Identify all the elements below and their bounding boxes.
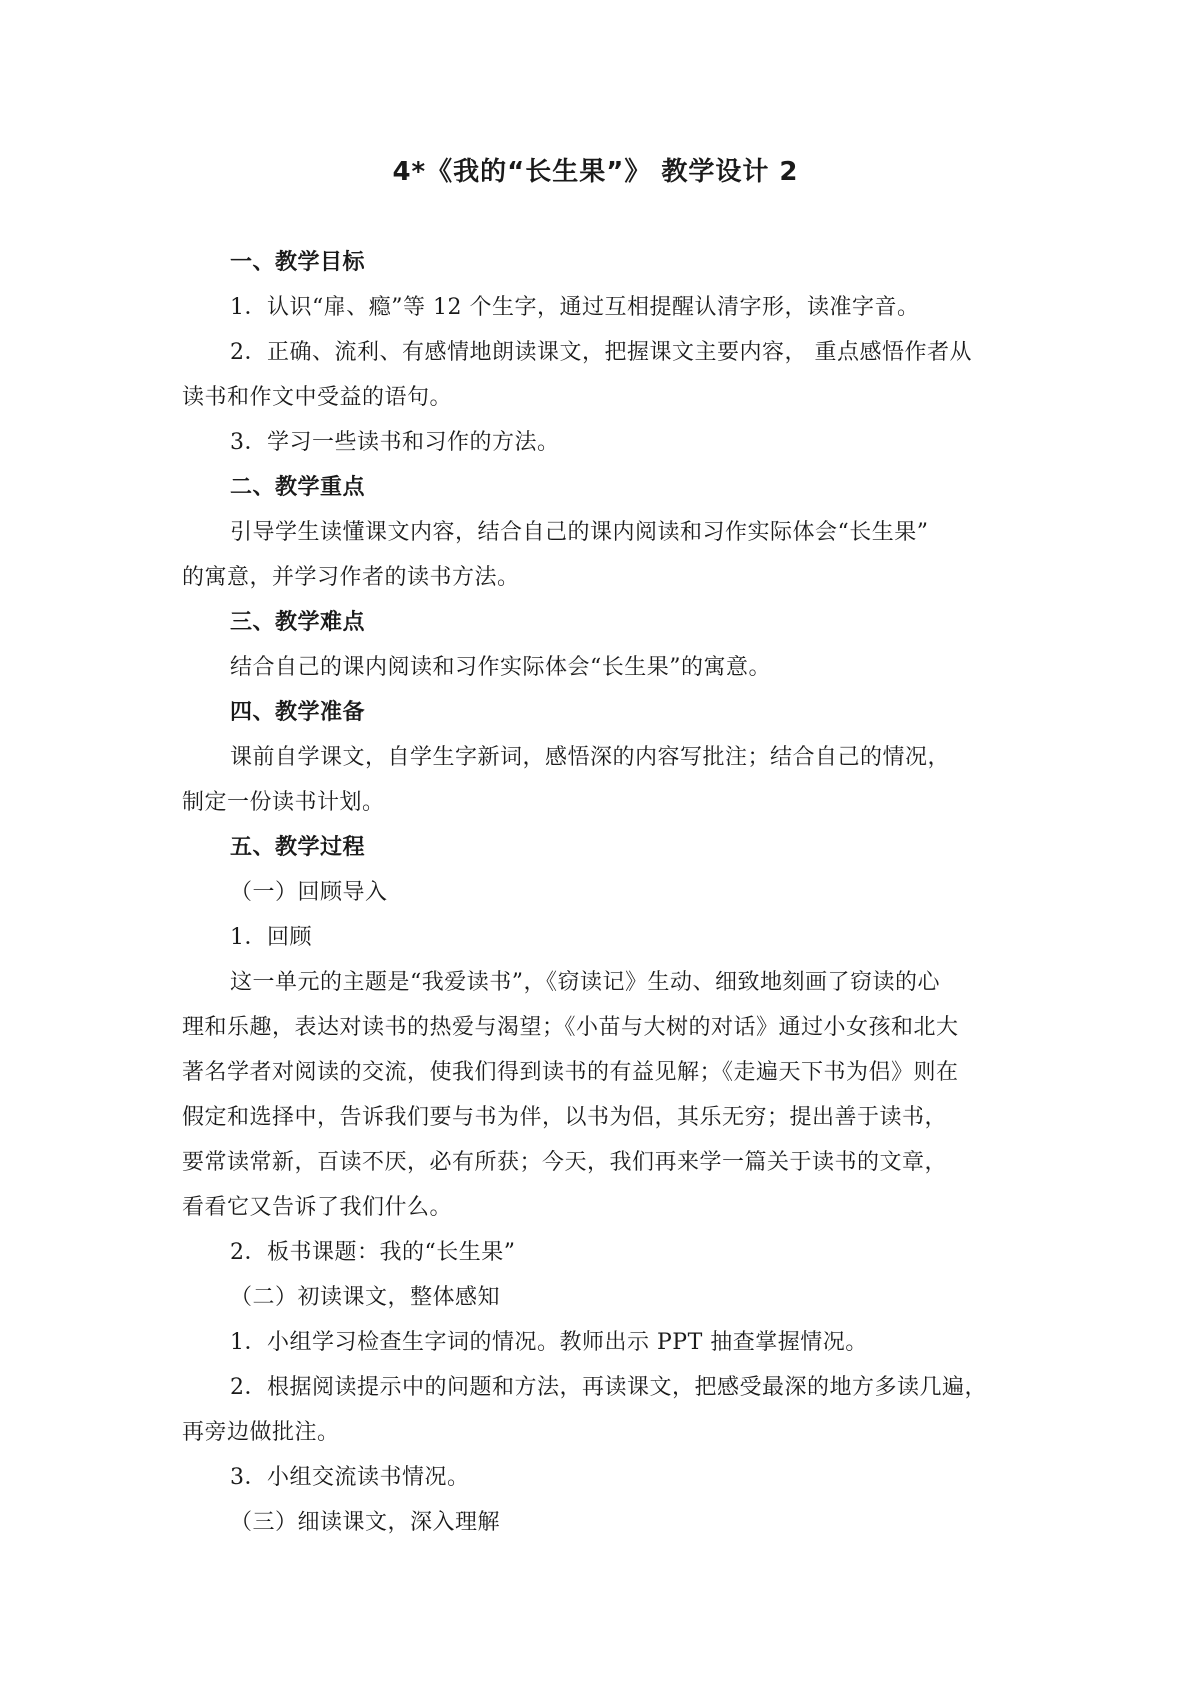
section-heading-process: 五、教学过程 [230, 835, 366, 860]
document-title: 4*《我的“长生果”》 教学设计 2 [392, 157, 799, 187]
process-part-1-step-1: 1．回顾 [230, 925, 312, 950]
process-part-1-title: （一）回顾导入 [230, 880, 388, 905]
process-part-1-paragraph-line: 看看它又告诉了我们什么。 [182, 1195, 453, 1220]
goal-item-2-line-2: 读书和作文中受益的语句。 [182, 385, 453, 410]
section-heading-difficulties: 三、教学难点 [230, 610, 366, 635]
process-part-3-title: （三）细读课文，深入理解 [230, 1510, 501, 1535]
process-part-2-step-2-line-1: 2．根据阅读提示中的问题和方法，再读课文，把感受最深的地方多读几遍， [230, 1375, 987, 1400]
section-heading-key-points: 二、教学重点 [230, 475, 366, 500]
key-points-line-2: 的寓意，并学习作者的读书方法。 [182, 565, 520, 590]
process-part-1-paragraph-line: 理和乐趣，表达对读书的热爱与渴望；《小苗与大树的对话》通过小女孩和北大 [182, 1015, 959, 1040]
difficulties-line-1: 结合自己的课内阅读和习作实际体会“长生果”的寓意。 [230, 655, 771, 680]
preparation-line-2: 制定一份读书计划。 [182, 790, 385, 815]
section-heading-goals: 一、教学目标 [230, 250, 366, 275]
process-part-1-paragraph-line: 假定和选择中，告诉我们要与书为伴，以书为侣，其乐无穷；提出善于读书， [182, 1105, 948, 1130]
goal-item-3: 3．学习一些读书和习作的方法。 [230, 430, 560, 455]
preparation-line-1: 课前自学课文，自学生字新词，感悟深的内容写批注；结合自己的情况， [230, 745, 951, 770]
process-part-2-step-1: 1．小组学习检查生字词的情况。教师出示 PPT 抽查掌握情况。 [230, 1330, 868, 1355]
process-part-1-paragraph-line: 著名学者对阅读的交流，使我们得到读书的有益见解；《走遍天下书为侣》则在 [182, 1060, 959, 1085]
process-part-2-title: （二）初读课文，整体感知 [230, 1285, 501, 1310]
document-body [182, 240, 1012, 1545]
process-part-1-paragraph-line: 要常读常新，百读不厌，必有所获；今天，我们再来学一篇关于读书的文章， [182, 1150, 948, 1175]
goal-item-2-line-1: 2．正确、流利、有感情地朗读课文，把握课文主要内容， 重点感悟作者从 [230, 340, 972, 365]
section-heading-preparation: 四、教学准备 [230, 700, 366, 725]
process-part-1-paragraph-line: 这一单元的主题是“我爱读书”，《窃读记》生动、细致地刻画了窃读的心 [230, 970, 940, 995]
goal-item-1: 1．认识“扉、瘾”等 12 个生字，通过互相提醒认清字形，读准字音。 [230, 295, 920, 320]
process-part-2-step-3: 3．小组交流读书情况。 [230, 1465, 470, 1490]
process-part-2-step-2-line-2: 再旁边做批注。 [182, 1420, 340, 1445]
key-points-line-1: 引导学生读懂课文内容，结合自己的课内阅读和习作实际体会“长生果” [230, 520, 929, 545]
process-part-1-step-2: 2．板书课题：我的“长生果” [230, 1240, 516, 1265]
